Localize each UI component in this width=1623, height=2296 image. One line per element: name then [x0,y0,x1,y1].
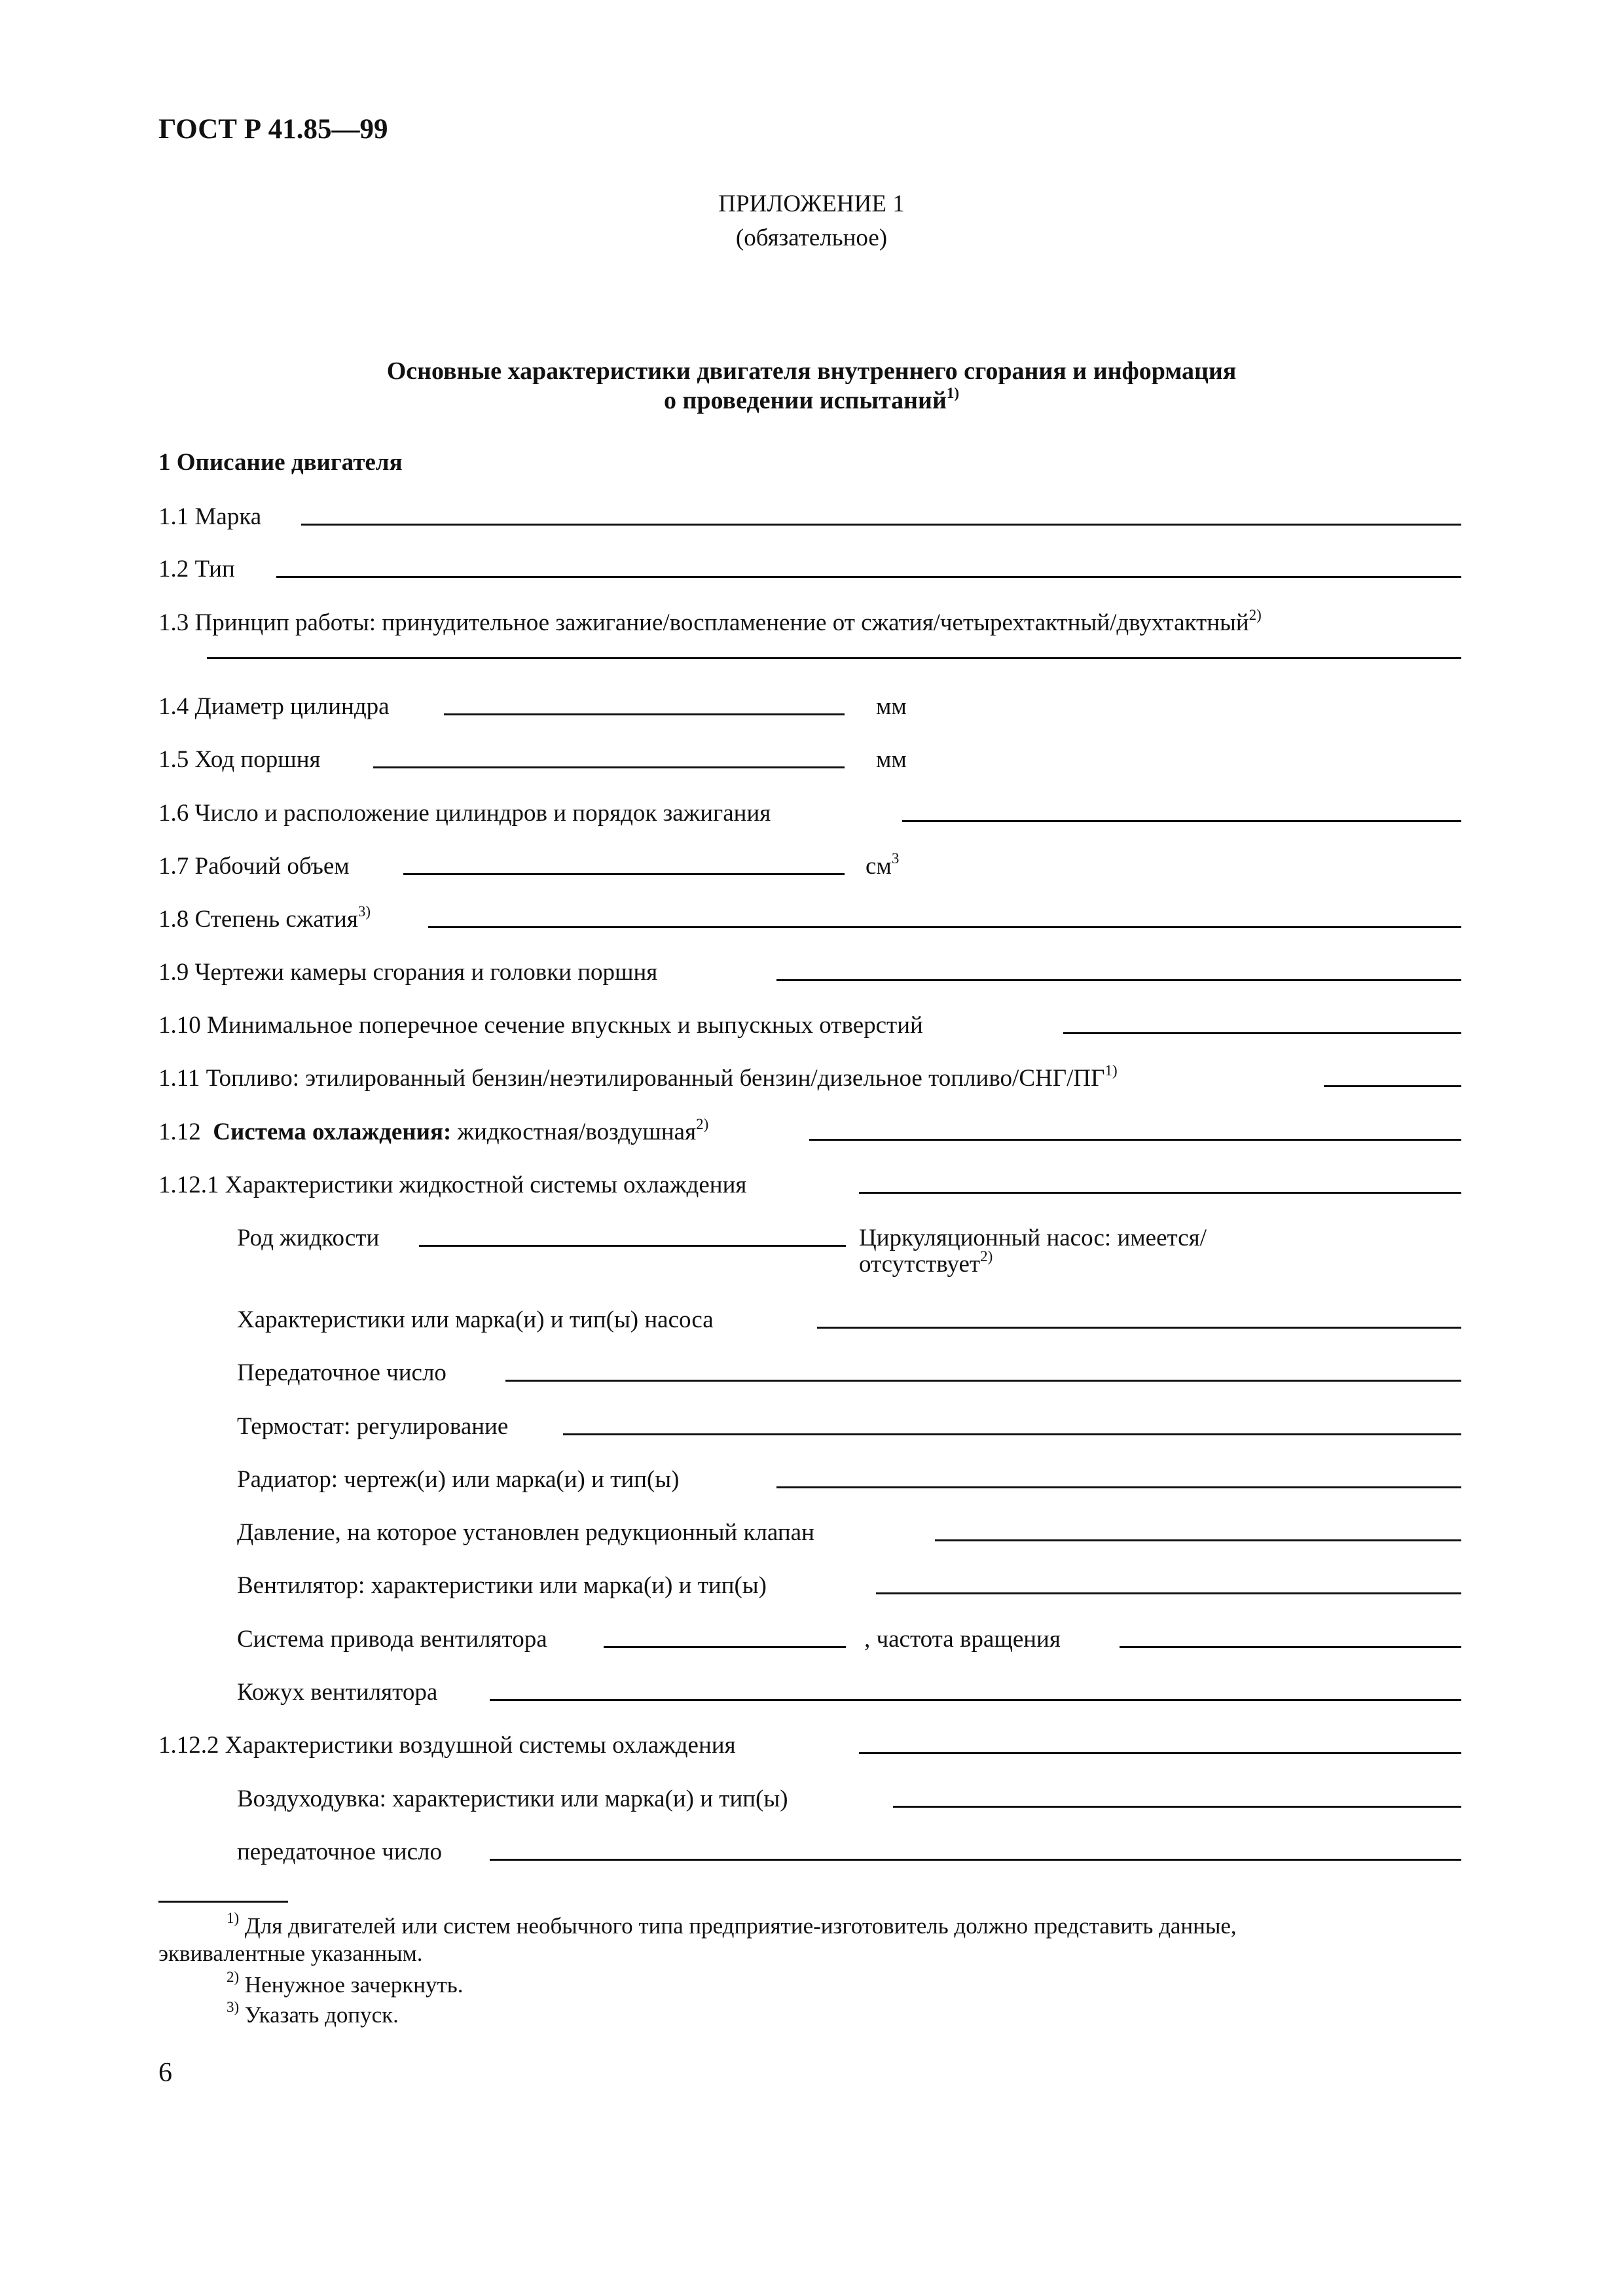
pump-label-line2: отсутствует$^{2)}$ [859,1248,993,1278]
radiator-field[interactable] [776,1486,1461,1488]
footnote-1-line1: $^{1)}$ Для двигателей или систем необычного типа предприятие-изготовитель должно представить данные, [227,1910,1237,1939]
item-1-6-field[interactable] [902,820,1461,822]
item-1-7-unit: $см^3$ [866,850,900,880]
annex-status: (обязательное) [735,224,888,251]
item-1-11-field[interactable] [1324,1085,1461,1087]
fan-label: Вентилятор: характеристики или марка(и) и тип(ы) [237,1572,767,1599]
item-1-12-2-field[interactable] [859,1752,1461,1754]
radiator-label: Радиатор: чертеж(и) или марка(и) и тип(ы) [237,1466,680,1493]
thermostat-field[interactable] [563,1433,1461,1435]
item-1-7-field[interactable] [403,873,845,875]
item-1-9-field[interactable] [776,979,1461,981]
item-1-2-field[interactable] [276,576,1461,578]
item-1-4-label: 1.4 Диаметр цилиндра [158,693,390,720]
item-1-5-unit: мм [876,746,907,773]
item-1-10-field[interactable] [1063,1032,1461,1034]
footnote-separator [158,1901,288,1903]
item-1-12-1-label: 1.12.1 Характеристики жидкостной системы охлаждения [158,1172,747,1198]
document-title-line2: о проведении испытаний$^{1)}$ [663,385,960,414]
gear-ratio-2-field[interactable] [490,1859,1461,1861]
item-1-6-label: 1.6 Число и расположение цилиндров и порядок зажигания [158,800,771,827]
item-1-5-label: 1.5 Ход поршня [158,746,321,773]
liquid-type-field[interactable] [419,1245,846,1247]
pump-label-line1: Циркуляционный насос: имеется/ [859,1225,1207,1251]
document-code: ГОСТ Р 41.85—99 [158,114,388,145]
fan-field[interactable] [876,1592,1461,1594]
item-1-5-field[interactable] [373,766,845,768]
blower-label: Воздуходувка: характеристики или марка(и) и тип(ы) [237,1785,788,1812]
annex-title: ПРИЛОЖЕНИЕ 1 [718,190,905,217]
item-1-12-field[interactable] [809,1139,1461,1141]
item-1-10-label: 1.10 Минимальное поперечное сечение впускных и выпускных отверстий [158,1012,923,1039]
gear-ratio-2-label: передаточное число [237,1839,443,1865]
footnote-2: $^{2)}$ Ненужное зачеркнуть. [227,1969,464,1998]
fan-shroud-label: Кожух вентилятора [237,1679,438,1706]
item-1-12-label: 1.12 Система охлаждения: жидкостная/воздушная$^{2)}$ [158,1116,709,1145]
valve-pressure-field[interactable] [935,1539,1461,1541]
item-1-8-field[interactable] [428,926,1461,928]
rotation-speed-field[interactable] [1120,1646,1461,1648]
blower-field[interactable] [893,1806,1461,1808]
fan-shroud-field[interactable] [490,1699,1461,1701]
item-1-1-field[interactable] [301,524,1461,526]
item-1-12-1-field[interactable] [859,1192,1461,1194]
section-heading: 1 Описание двигателя [158,449,403,476]
item-1-2-label: 1.2 Тип [158,556,235,583]
item-1-8-label: 1.8 Степень сжатия$^{3)}$ [158,903,371,933]
liquid-type-label: Род жидкости [237,1225,380,1251]
fan-drive-label: Система привода вентилятора [237,1626,547,1653]
thermostat-label: Термостат: регулирование [237,1413,509,1440]
item-1-12-2-label: 1.12.2 Характеристики воздушной системы охлаждения [158,1732,736,1759]
item-1-1-label: 1.1 Марка [158,503,262,530]
footnote-3: $^{3)}$ Указать допуск. [227,1999,399,2028]
item-1-4-field[interactable] [444,713,845,715]
footnote-1-line2: эквивалентные указанным. [158,1941,423,1966]
pump-characteristics-field[interactable] [817,1327,1461,1329]
gear-ratio-label: Передаточное число [237,1359,447,1386]
document-title-line1: Основные характеристики двигателя внутреннего сгорания и информация [386,357,1237,385]
pump-characteristics-label: Характеристики или марка(и) и тип(ы) насоса [237,1306,714,1333]
item-1-3-label: 1.3 Принцип работы: принудительное зажигание/воспламенение от сжатия/четырехтактный/двухтактный$^{2)}$ [158,607,1262,636]
item-1-4-unit: мм [876,693,907,720]
page-number: 6 [158,2058,172,2088]
fan-drive-field[interactable] [604,1646,846,1648]
rotation-speed-label: , частота вращения [864,1626,1061,1653]
valve-pressure-label: Давление, на которое установлен редукционный клапан [237,1519,814,1546]
item-1-7-label: 1.7 Рабочий объем [158,853,350,880]
gear-ratio-field[interactable] [505,1380,1461,1382]
item-1-3-field[interactable] [207,657,1461,659]
item-1-11-label: 1.11 Топливо: этилированный бензин/неэтилированный бензин/дизельное топливо/СНГ/ПГ$^{1)}$ [158,1062,1118,1092]
item-1-9-label: 1.9 Чертежи камеры сгорания и головки поршня [158,959,658,986]
